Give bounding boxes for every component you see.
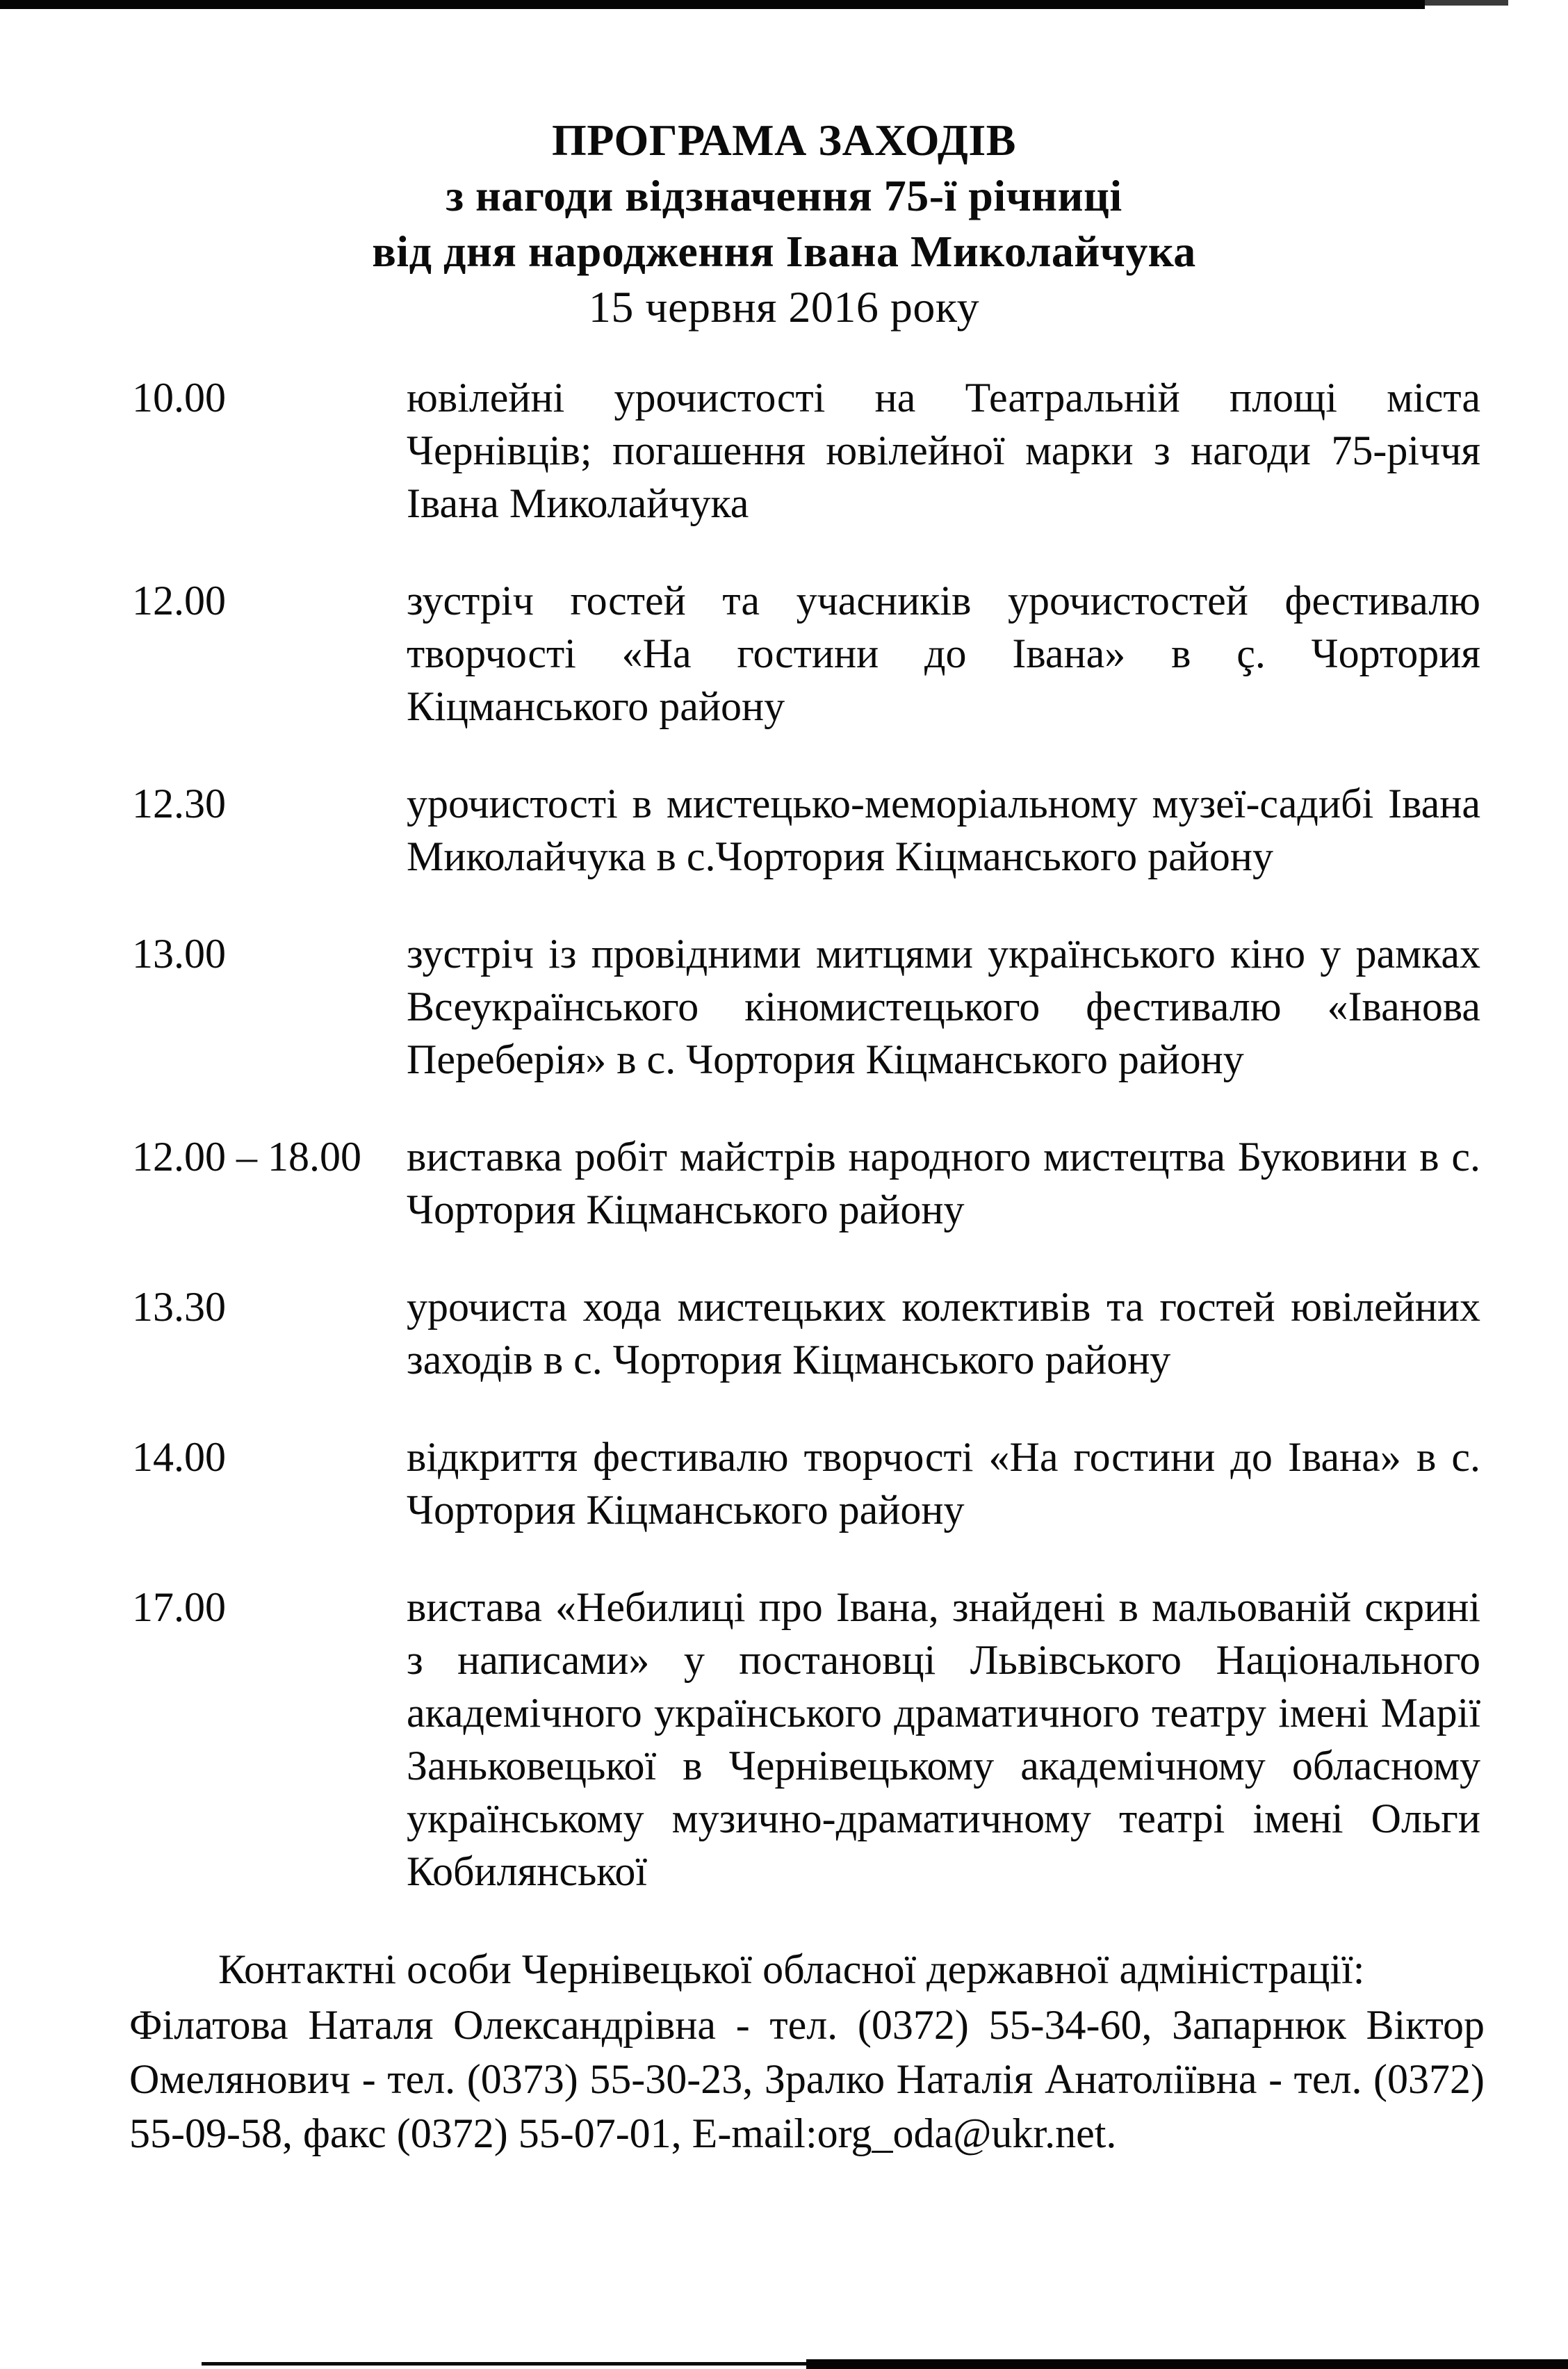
schedule-row bbox=[132, 927, 1480, 1086]
schedule-description: зустріч із провідними митцями українського кіно у рамках Всеукраїнського кіномистецького фестивалю «Іванова Переберія» в с. Чортория Кіцманського району bbox=[407, 931, 1480, 1082]
schedule-description: відкриття фестивалю творчості «На гостини до Івана» в с. Чортория Кіцманського району bbox=[407, 1434, 1480, 1533]
schedule-list bbox=[0, 371, 1568, 1898]
schedule-description: урочиста хода мистецьких колективів та гостей ювілейних заходів в с. Чортория Кіцманського району bbox=[407, 1284, 1480, 1383]
contacts-details: Філатова Наталя Олександрівна - тел. (0372) 55-34-60, Запарнюк Віктор Омелянович - тел. (0373) 55-30-23, Зралко Наталія Анатоліївна - тел. (0372) 55-09-58, факс (0372) 55-07-01, E-mail:org_oda@ukr.net. bbox=[129, 2002, 1485, 2156]
schedule-time: 14.00 bbox=[132, 1434, 226, 1480]
schedule-description: вистава «Небилиці про Івана, знайдені в мальованій скрині з написами» у постановці Львівського Національного академічного українського драматичного театру імені Марії Заньковецької в Чернівецькому академічному обласному українському музично-драматичному театрі імені Ольги Кобилянської bbox=[407, 1584, 1480, 1894]
schedule-description: зустріч гостей та учасників урочистостей фестивалю творчості «На гостини до Івана» в ç. Чортория Кіцманського району bbox=[407, 578, 1480, 729]
schedule-time: 13.30 bbox=[132, 1284, 226, 1330]
schedule-row bbox=[132, 574, 1480, 733]
contacts-heading: Контактні особи Чернівецької обласної державної адміністрації: bbox=[218, 1946, 1365, 1992]
schedule-description: урочистості в мистецько-меморіальному музеї-садибі Івана Миколайчука в с.Чортория Кіцманського району bbox=[407, 781, 1480, 879]
schedule-description: ювілейні урочистості на Театральній площі міста Чернівців; погашення ювілейної марки з нагоди 75-річчя Івана Миколайчука bbox=[407, 375, 1480, 526]
scan-artifact-bottom-line bbox=[202, 2362, 813, 2366]
schedule-row bbox=[132, 371, 1480, 530]
schedule-time: 17.00 bbox=[132, 1584, 226, 1630]
schedule-row bbox=[132, 1581, 1480, 1898]
document-title: ПРОГРАМА ЗАХОДІВ bbox=[552, 115, 1016, 165]
schedule-time: 10.00 bbox=[132, 375, 226, 421]
title-subtitle-occasion: з нагоди відзначення 75-ї річниці bbox=[446, 171, 1122, 220]
schedule-row bbox=[132, 1130, 1480, 1236]
schedule-row bbox=[132, 777, 1480, 883]
scan-artifact-bottom-bar bbox=[806, 2359, 1568, 2369]
document-title-block bbox=[0, 113, 1568, 335]
schedule-time: 12.00 bbox=[132, 578, 226, 624]
schedule-time: 12.00 – 18.00 bbox=[132, 1134, 361, 1180]
schedule-time: 13.00 bbox=[132, 931, 226, 977]
schedule-row bbox=[132, 1431, 1480, 1536]
title-date: 15 червня 2016 року bbox=[588, 282, 980, 332]
schedule-description: виставка робіт майстрів народного мистецтва Буковини в с. Чортория Кіцманського району bbox=[407, 1134, 1480, 1232]
title-subtitle-person: від дня народження Івана Миколайчука bbox=[372, 227, 1196, 276]
schedule-time: 12.30 bbox=[132, 781, 226, 827]
contacts-section bbox=[129, 1942, 1485, 2160]
schedule-row bbox=[132, 1280, 1480, 1386]
